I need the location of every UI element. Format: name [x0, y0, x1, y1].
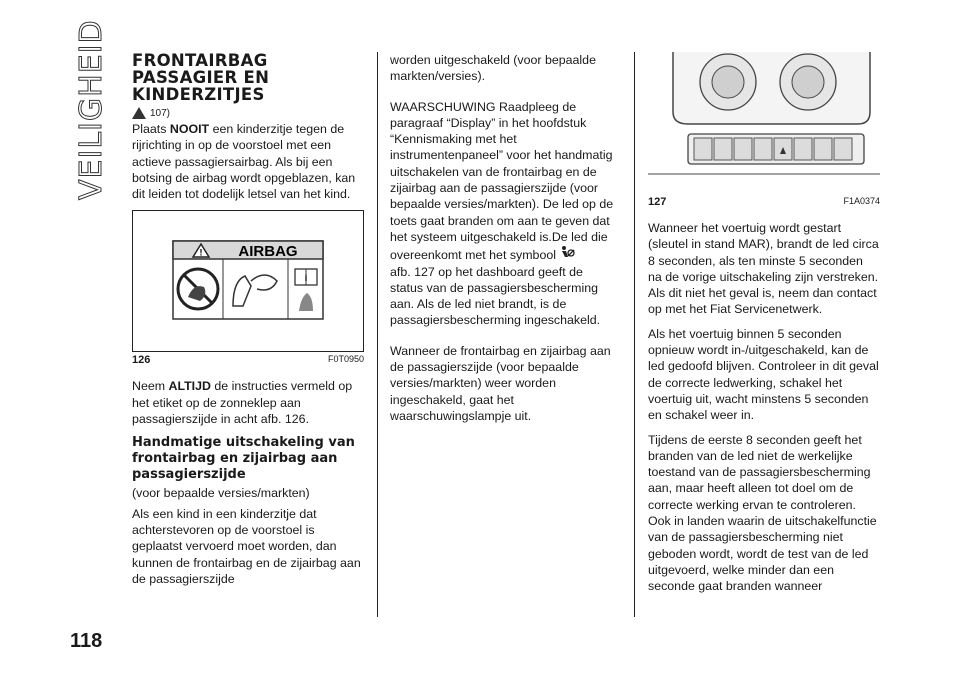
paragraph: Als het voertuig binnen 5 seconden opnieuw wordt in-/uitgeschakeld, kan de led gedoofd blijven. Controleer in dit geval de correcte ledwerking, schakel het voertuig uit, wacht minstens 5 seconden en schakel weer in. — [648, 326, 879, 423]
warning-triangle-icon — [132, 107, 146, 119]
paragraph: Wanneer de frontairbag en zijairbag aan de passagierszijde (voor bepaalde versies/markten) weer worden ingeschakeld, gaat het waarschuwingslampje uit. — [390, 343, 611, 423]
airbag-label-illustration — [133, 211, 363, 351]
page-number: 118 — [70, 630, 103, 652]
paragraph: (voor bepaalde versies/markten) — [132, 486, 310, 501]
passenger-airbag-off-icon — [559, 245, 575, 261]
figure-caption: 126 F0T0950 — [132, 354, 364, 367]
emphasis: NOOIT — [169, 122, 210, 136]
airbag-label-text: AIRBAG — [238, 243, 298, 261]
svg-text:!: ! — [199, 247, 203, 258]
airbag-label-figure — [132, 210, 364, 352]
paragraph: Plaats NOOIT een kinderzitje tegen de rijrichting in op de voorstoel met een actieve passagiersairbag. Als bij een botsing de airbag wordt opgeblazen, kan dit leiden tot dodelijk letsel van het kind. — [132, 122, 356, 202]
paragraph: Als een kind in een kinderzitje dat achterstevoren op de voorstoel is geplaatst vervoerd moet worden, dan kunnen de frontairbag en de zijairbag aan de passagierszijde — [132, 506, 361, 586]
reference-note — [132, 107, 364, 119]
paragraph: afb. 127 op het dashboard geeft de status van de passagiersbescherming aan. Als de led niet brandt, is de passagiersbescherming ingeschakeld. — [390, 264, 601, 328]
dashboard-figure — [648, 52, 880, 194]
column-divider — [634, 52, 635, 617]
subheading: Handmatige uitschakeling van frontairbag en zijairbag aan passagierszijde — [132, 435, 355, 483]
svg-text:i: i — [304, 273, 308, 284]
paragraph: Wanneer het voertuig wordt gestart (sleutel in stand MAR), brandt de led circa 8 seconden, als ten minste 5 seconden na de vorige uitschakeling zijn verstreken. Als dit niet het geval is, neem dan contact op met het Fiat Servicenetwerk. — [648, 221, 879, 317]
paragraph: Tijdens de eerste 8 seconden geeft het branden van de led niet de werkelijke toestand van de passagiersbescherming aan, maar heeft alleen tot doel om de correcte werking ervan te controleren. Ook in landen waarin de uitschakelfunctie van de passagiersbescherming niet geboden wordt, wordt de test van de led uitgevoerd, welke minder dan een seconde gaat branden wanneer — [648, 432, 877, 594]
column-3 — [648, 52, 880, 603]
warning-paragraph: WAARSCHUWING Raadpleeg de paragraaf “Display” in het hoofdstuk “Kennismaking met het instrumentenpaneel” voor het handmatig uitschakelen van de frontairbag en de zijairbag aan de passagierszijde (voor bepaalde versies/markten). De led op de toets gaat branden om aan te geven dat het systeem uitgeschakeld is.De led die overeenkomt met het symbool — [390, 99, 614, 263]
dashboard-illustration — [648, 52, 880, 194]
column-2 — [390, 52, 618, 432]
figure-caption: 127 F1A0374 — [648, 196, 880, 208]
paragraph: Neem ALTIJD de instructies vermeld op het etiket op de zonneklep aan passagierszijde in acht afb. 126. — [132, 379, 353, 427]
section-title: VEILIGHEID — [74, 19, 109, 200]
paragraph: worden uitgeschakeld (voor bepaalde markten/versies). — [390, 53, 596, 84]
section-heading: FRONTAIRBAG PASSAGIER EN KINDERZITJES — [132, 51, 270, 104]
column-1 — [132, 52, 364, 595]
emphasis: ALTIJD — [168, 379, 211, 394]
reference-number: 107) — [150, 107, 171, 119]
column-divider — [377, 52, 378, 617]
